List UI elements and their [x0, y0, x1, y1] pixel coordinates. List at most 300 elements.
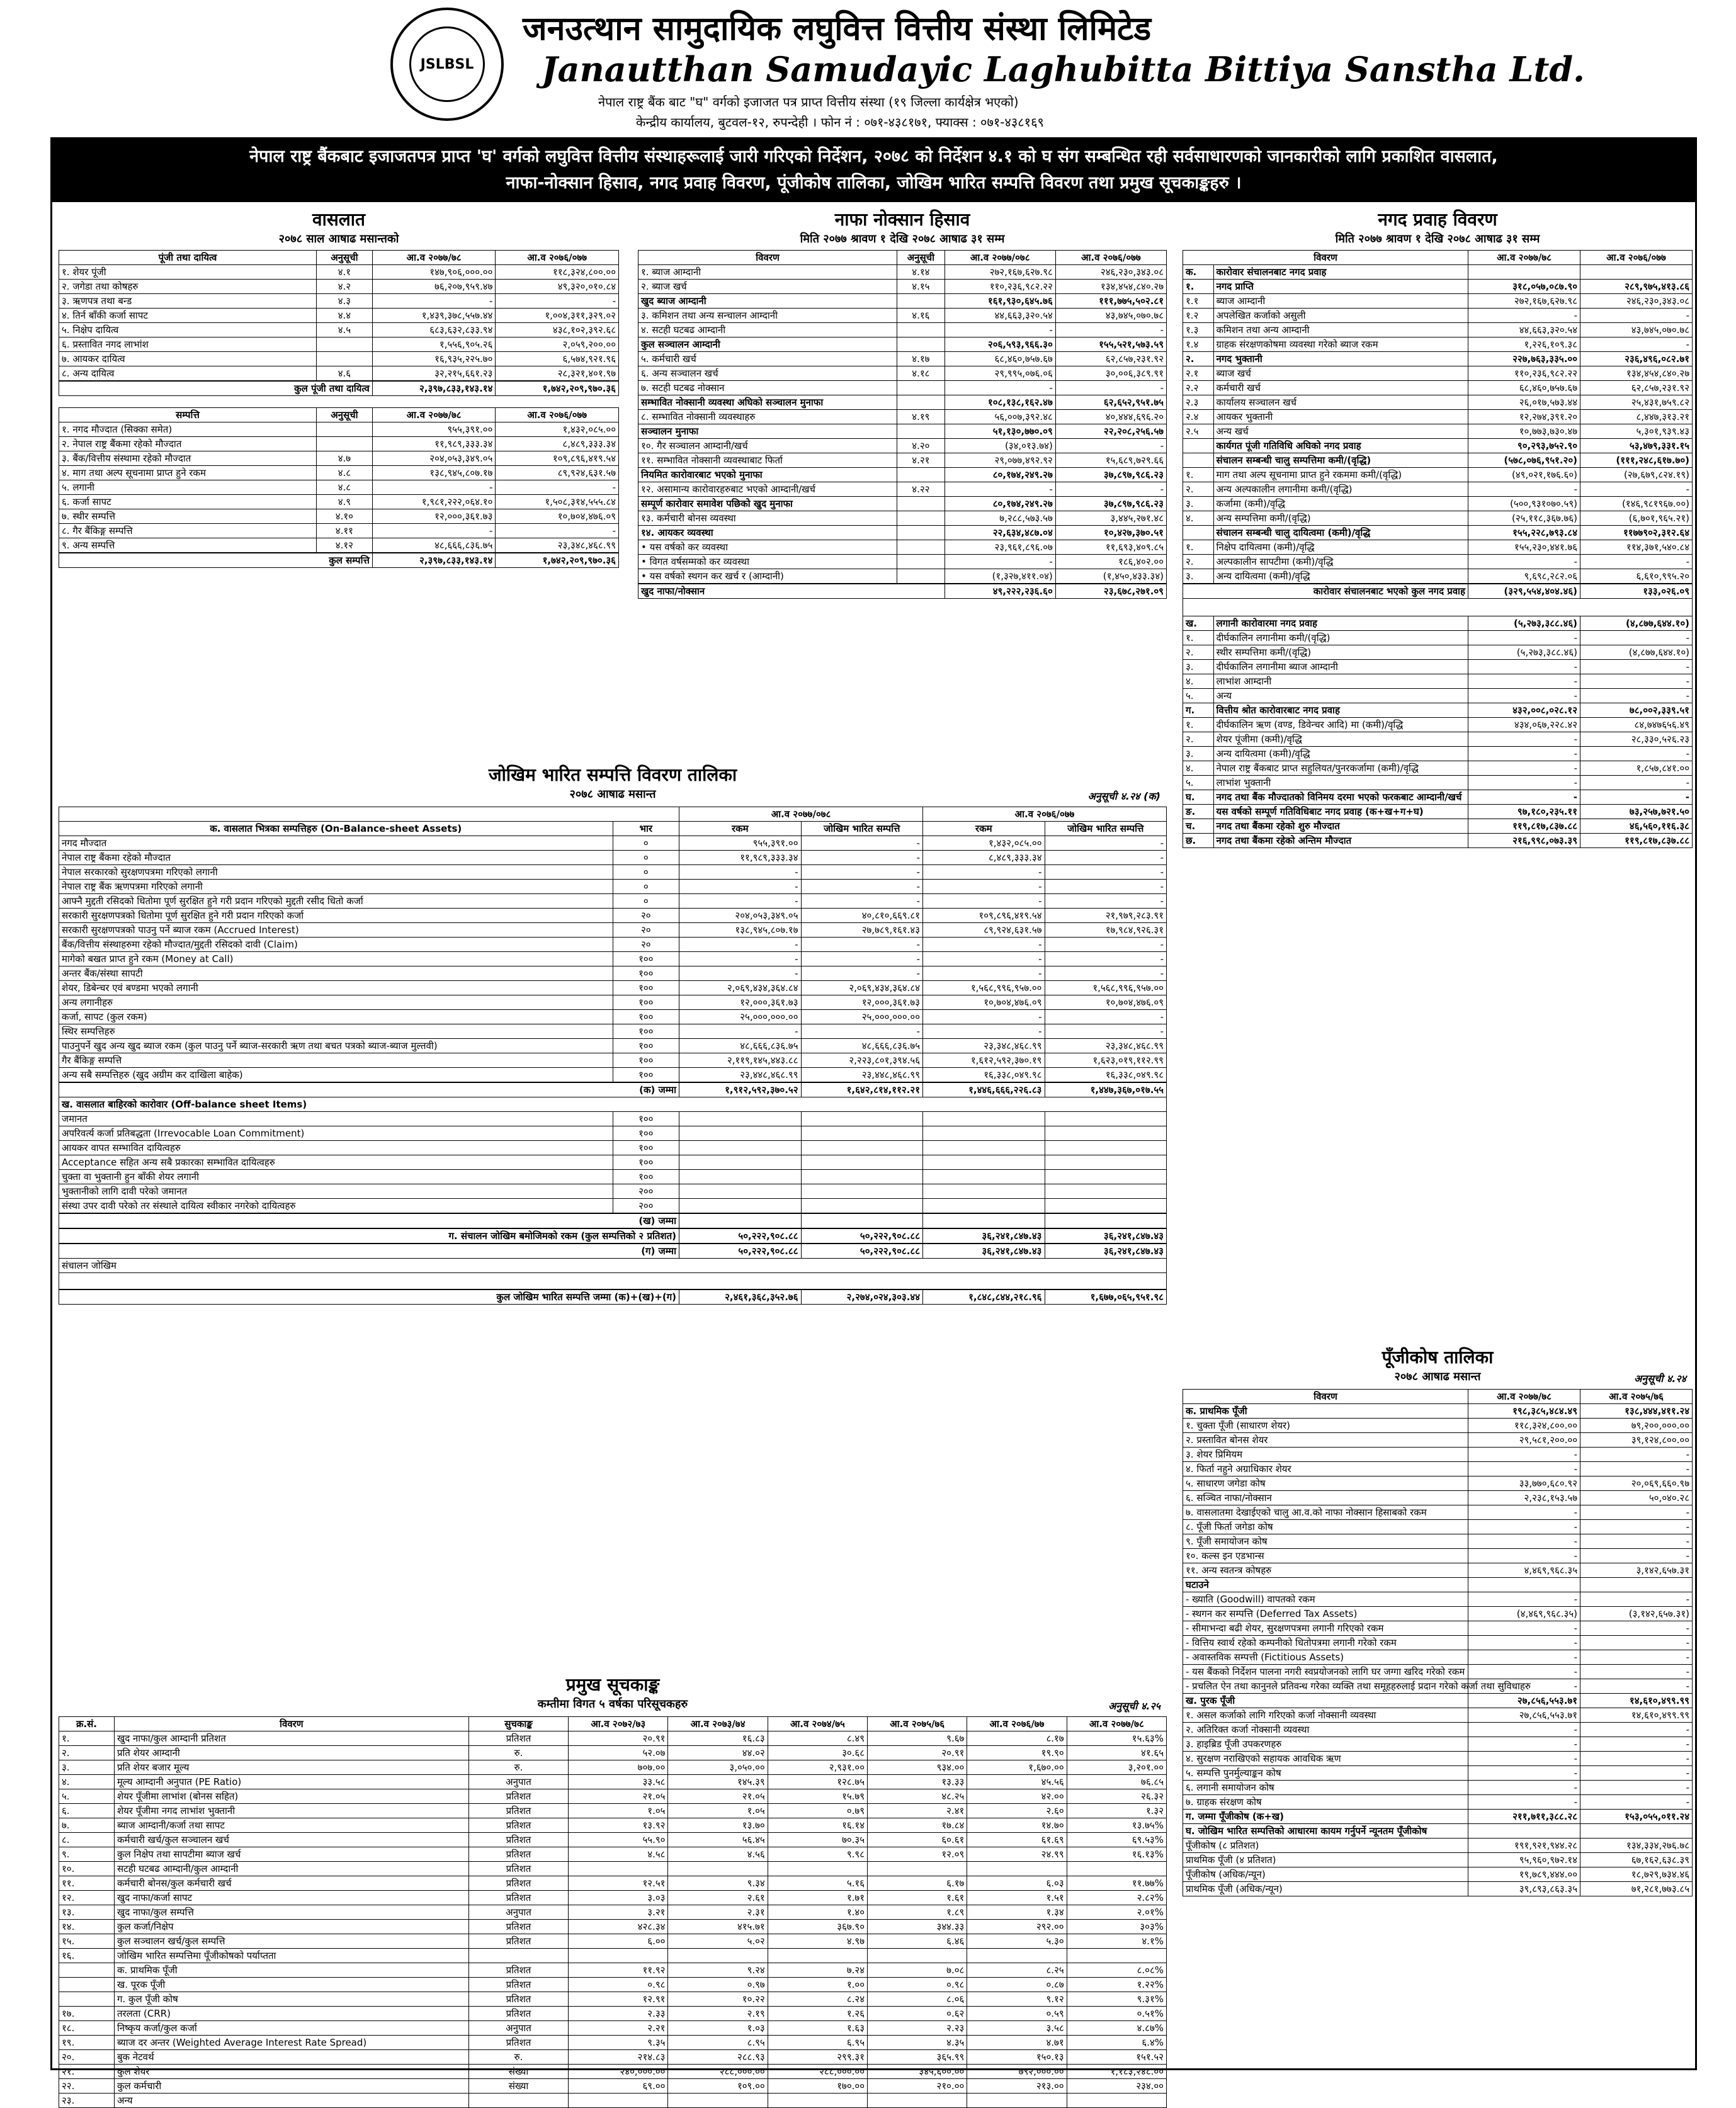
- cash-flow-row: [1183, 497, 1693, 511]
- cash-flow-cell: -: [1580, 555, 1693, 569]
- risk-weighted-subtitle: २०७८ आषाढ मसान्त: [569, 788, 656, 801]
- profit-loss-cell: १. ब्याज आम्दानी: [638, 265, 897, 280]
- indicators-cell: खुद नाफा/कुल सम्पत्ति: [114, 1905, 468, 1920]
- profit-loss-cell: २७२,१६७,६२७.९८: [945, 265, 1055, 280]
- indicators-cell: १.०३: [668, 2021, 768, 2036]
- risk-weighted-cell: ९५५,३९१.००: [679, 836, 801, 851]
- cash-flow-cell: नगद तथा बैंकमा रहेको शुरु मौज्दात: [1213, 819, 1468, 834]
- capital-fund-cell: १३८,४४४,४११.२४: [1580, 1404, 1693, 1419]
- assets-row: [59, 524, 619, 538]
- profit-loss-cell: [897, 395, 945, 410]
- capital-fund-subtitle: २०७८ आषाढ मसान्त: [1394, 1370, 1481, 1383]
- indicators-cell: ८.२४: [768, 1992, 867, 2007]
- indicators-cell: ९.९८: [768, 1847, 867, 1862]
- indicators-cell: ३६५.९९: [868, 2050, 967, 2065]
- risk-weighted-cell: -: [1045, 952, 1167, 966]
- cash-flow-cell: ३.: [1183, 497, 1214, 511]
- indicators-cell: १.३२: [1067, 1804, 1166, 1818]
- cash-flow-row: [1183, 395, 1693, 410]
- risk-weighted-cell: -: [1045, 966, 1167, 981]
- cash-flow-row: [1183, 366, 1693, 381]
- capital-fund-cell: ९५,९६०,९७२.१४: [1468, 1853, 1580, 1867]
- risk-weighted-cell: [801, 1170, 922, 1184]
- indicators-cell: [569, 1949, 668, 1963]
- indicators-cell: [868, 1862, 967, 1876]
- cash-flow-cell: ४३४,०६७,२२८.४२: [1468, 718, 1580, 732]
- risk-weighted-cell: आफ्नै मुद्दती रसिदको धितोमा पूर्ण सुरक्षित हुने गरी प्रदान गरिएको मुद्दती रसीद धितो कर्जा: [59, 894, 613, 909]
- profit-loss-cell: ४०,४४४,६९६.२०: [1055, 410, 1166, 424]
- indicators-cell: [768, 1862, 867, 1876]
- capital-fund-header-cell: विवरण: [1183, 1390, 1468, 1404]
- indicators-header-cell: आ.व २०७२/७३: [569, 1717, 668, 1731]
- capital-fund-cell: -: [1468, 1549, 1580, 1563]
- capital-fund-cell: २. अतिरिक्त कर्जा नोक्सानी व्यवस्था: [1183, 1723, 1468, 1737]
- assets-cell: ४.७: [316, 451, 372, 466]
- profit-loss-row: [638, 540, 1167, 555]
- profit-loss-row: [638, 410, 1167, 424]
- indicators-cell: २१०.००: [868, 2079, 967, 2094]
- assets-cell: ८. गैर बैंकिङ्ग सम्पत्ति: [59, 524, 317, 538]
- cash-flow-cell: (४,८७७,६४४.१०): [1580, 645, 1693, 660]
- liabilities-header-cell: आ.व २०७७/७८: [372, 251, 496, 265]
- risk-weighted-cell: -: [679, 1024, 801, 1039]
- profit-loss-total-row: [638, 584, 1167, 599]
- capital-fund-cell: -: [1580, 1534, 1693, 1549]
- profit-loss-cell: -: [945, 555, 1055, 569]
- risk-weighted-title: जोखिम भारित सम्पत्ति विवरण तालिका: [488, 764, 737, 785]
- profit-loss-total-value: २३,६७८,२७१.०९: [1055, 584, 1166, 599]
- risk-weighted-cell: -: [923, 938, 1045, 952]
- profit-loss-cell: ११,६९३,४०९.८५: [1055, 540, 1166, 555]
- profit-loss-total-label: खुद नाफा/नोक्सान: [638, 584, 945, 599]
- risk-weighted-cell: [801, 1184, 922, 1199]
- indicators-cell: बुक नेटवर्थ: [114, 2050, 468, 2065]
- indicators-cell: २१३.००: [967, 2079, 1067, 2094]
- risk-weighted-cell: [801, 1126, 922, 1141]
- cash-flow-row: [1183, 703, 1693, 718]
- indicators-cell: ६०.६१: [868, 1833, 967, 1847]
- capital-fund-cell: -: [1468, 1650, 1580, 1665]
- indicators-cell: १५०.१३: [967, 2050, 1067, 2065]
- risk-weighted-row: [59, 1053, 1167, 1068]
- cash-flow-cell: अन्य खर्च: [1213, 424, 1468, 439]
- balance-sheet-subtitle: २०७८ साल आषाढ मसान्तको: [278, 232, 399, 246]
- assets-header-cell: आ.व २०७७/७८: [372, 408, 496, 422]
- liabilities-cell: ४९,३२०,०१०.८४: [496, 280, 619, 294]
- capital-fund-row: [1183, 1419, 1693, 1433]
- cash-flow-cell: नगद तथा बैंकमा रहेको अन्तिम मौज्दात: [1213, 834, 1468, 848]
- cash-flow-cell: निक्षेप दायित्वमा (कमी)/वृद्धि: [1213, 540, 1468, 555]
- cash-flow-cell: १.: [1183, 280, 1214, 294]
- cash-flow-cell: १०,७७३,७३०.४७: [1468, 424, 1580, 439]
- indicators-cell: [59, 1992, 115, 2007]
- cash-flow-cell: कर्जामा (कमी)/वृद्धि: [1213, 497, 1468, 511]
- capital-fund-cell: ११८,३२४,८००.००: [1468, 1419, 1580, 1433]
- indicators-cell: ४१.६५: [1067, 1746, 1166, 1760]
- indicators-cell: ६.४६: [868, 1934, 967, 1949]
- risk-weighted-cell: चुक्ता वा भुक्तानी हुन बाँकी शेयर लगानी: [59, 1170, 613, 1184]
- risk-weighted-row: [59, 1155, 1167, 1170]
- risk-weighted-table: [59, 807, 1167, 1305]
- cash-flow-cell: ४४,६६३,३२०.५४: [1468, 323, 1580, 337]
- assets-header-cell: सम्पत्ति: [59, 408, 317, 422]
- risk-weighted-cell: नेपाल सरकारको सुरक्षणपत्रमा गरिएको लगानी: [59, 865, 613, 880]
- risk-weighted-ga-sum-total-value: ३६,२४१,८४७.४३: [1045, 1244, 1167, 1259]
- risk-weighted-cell: -: [1045, 894, 1167, 909]
- risk-weighted-cell: -: [1045, 938, 1167, 952]
- indicators-cell: शेयर पूँजीमा नगद लाभांश भुक्तानी: [114, 1804, 468, 1818]
- license-line: नेपाल राष्ट्र बैंक बाट "घ" वर्गको इजाजत पत्र प्राप्त वित्तीय संस्था (१९ जिल्ला कार्यक्षेत्र भएको): [598, 94, 1019, 110]
- assets-row: [59, 451, 619, 466]
- indicators-cell: १.५१: [967, 1891, 1067, 1905]
- indicators-cell: प्रतिशत: [468, 1934, 568, 1949]
- capital-fund-cell: ५. साधारण जगेडा कोष: [1183, 1476, 1468, 1491]
- risk-weighted-cell: १००: [613, 1126, 679, 1141]
- cash-flow-row: [1183, 569, 1693, 584]
- indicators-cell: २३४.००: [1067, 2079, 1166, 2094]
- cash-flow-cell: १.२: [1183, 309, 1214, 323]
- cash-flow-row: [1183, 511, 1693, 526]
- cash-flow-row: [1183, 732, 1693, 747]
- indicators-cell: १,६७०.००: [967, 1760, 1067, 1775]
- capital-fund-row: [1183, 1766, 1693, 1781]
- risk-weighted-cell: ८९,९२४,६३१.५७: [923, 923, 1045, 938]
- profit-loss-cell: १५५,५२१,५७३.५९: [1055, 337, 1166, 352]
- profit-loss-cell: ८०,१७४,२४९.२७: [945, 468, 1055, 482]
- risk-weighted-cell: [923, 1199, 1045, 1214]
- cash-flow-cell: दीर्घकालिन लगानीमा ब्याज आम्दानी: [1213, 660, 1468, 674]
- capital-fund-cell: - वित्तिय स्वार्थ रहेको कम्पनीको धितोपत्रमा लगानी गरेको रकम: [1183, 1636, 1468, 1650]
- cash-flow-cell: कारोवार संचालनबाट नगद प्रवाह: [1213, 265, 1468, 280]
- risk-weighted-cell: ११,९८९,३३३.३४: [679, 851, 801, 865]
- risk-weighted-cell: भुक्तानीको लागि दावी परेको जमानत: [59, 1184, 613, 1199]
- indicators-cell: ०.५९: [967, 2007, 1067, 2021]
- cash-flow-cell: ३.: [1183, 569, 1214, 584]
- risk-weighted-row: [59, 851, 1167, 865]
- risk-weighted-row: [59, 981, 1167, 995]
- liabilities-row: [59, 309, 619, 323]
- profit-loss-cell: ५१,१३०,७७०.०९: [945, 424, 1055, 439]
- capital-fund-cell: - सीमाभन्दा बढी शेयर, सुरक्षणपत्रमा लगानी गरिएको रकम: [1183, 1621, 1468, 1636]
- indicators-cell: १२८.७५: [768, 1775, 867, 1789]
- cash-flow-cell: च.: [1183, 819, 1214, 834]
- capital-fund-row: [1183, 1824, 1693, 1839]
- cash-flow-cell: -: [1468, 674, 1580, 689]
- indicators-cell: १६.१४: [768, 1818, 867, 1833]
- capital-fund-cell: ३. शेयर प्रिमियम: [1183, 1448, 1468, 1462]
- indicators-cell: ८.१७: [967, 1731, 1067, 1746]
- profit-loss-cell: ५. कर्मचारी खर्च: [638, 352, 897, 366]
- risk-weighted-header-cell: जोखिम भारित सम्पत्ति: [1045, 822, 1167, 836]
- cash-flow-cell: ६२,८५७,२३१.९२: [1580, 381, 1693, 395]
- assets-row: [59, 422, 619, 437]
- profit-loss-row: [638, 395, 1167, 410]
- profit-loss-row: [638, 569, 1167, 584]
- risk-weighted-cell: -: [923, 966, 1045, 981]
- assets-row: [59, 538, 619, 553]
- risk-weighted-ga-total-label: ग. संचालन जोखिम बमोजिमको रकम (कुल सम्पत्तिको २ प्रतिशत): [59, 1228, 679, 1244]
- risk-weighted-cell: अन्य सबै सम्पत्तिहरु (खुद अग्रीम कर दाखिला बाहेक): [59, 1068, 613, 1083]
- risk-weighted-cell: २३,३४८,४६८.९९: [923, 1039, 1045, 1053]
- indicators-cell: १०.२२: [668, 1992, 768, 2007]
- assets-cell: १०,७०४,४७६.०९: [496, 509, 619, 524]
- indicators-cell: ४८.२५: [868, 1789, 967, 1804]
- capital-fund-cell: क. प्राथमिक पूँजी: [1183, 1404, 1468, 1419]
- indicators-cell: २.८२%: [1067, 1891, 1166, 1905]
- risk-weighted-cell: [801, 1199, 922, 1214]
- cash-flow-cell: [1580, 265, 1693, 280]
- capital-fund-cell: १९,७८९,४४४.००: [1468, 1867, 1580, 1882]
- capital-fund-row: [1183, 1549, 1693, 1563]
- indicators-cell: ६.००: [569, 1934, 668, 1949]
- cash-flow-cell: ३१८,०५७,०८७.९०: [1468, 280, 1580, 294]
- risk-weighted-ka-total-value: १,४४७,३६७,०१७.५५: [1045, 1082, 1167, 1097]
- risk-weighted-header-cell: जोखिम भारित सम्पत्ति: [801, 822, 922, 836]
- assets-total-value: १,७४२,२०९,९७०.३६: [496, 553, 619, 568]
- cash-flow-cell: ४.: [1183, 511, 1214, 526]
- liabilities-cell: १,५५६,९०५.२६: [372, 337, 496, 352]
- capital-fund-cell: -: [1468, 1448, 1580, 1462]
- profit-loss-table: [638, 250, 1167, 599]
- cash-flow-cell: (२५,११८,३६७.७६): [1468, 511, 1580, 526]
- cash-flow-row: [1183, 280, 1693, 294]
- indicators-cell: ४१५.७१: [668, 1920, 768, 1934]
- assets-cell: ४.११: [316, 524, 372, 538]
- cash-flow-cell: -: [1468, 631, 1580, 645]
- capital-fund-cell: -: [1468, 1679, 1580, 1694]
- cash-flow-cell: २६,०१७,५७३.४४: [1468, 395, 1580, 410]
- indicators-cell: ११.७७%: [1067, 1876, 1166, 1891]
- profit-loss-cell: २२,२०८,२५६.५७: [1055, 424, 1166, 439]
- risk-weighted-kha-total-value: [679, 1213, 801, 1228]
- capital-fund-cell: -: [1468, 1505, 1580, 1520]
- risk-weighted-header-cell: रकम: [923, 822, 1045, 836]
- indicators-cell: १७०.००: [768, 2079, 867, 2094]
- indicators-cell: ४२.००: [967, 1789, 1067, 1804]
- risk-weighted-row: [59, 909, 1167, 923]
- cash-flow-cell: अल्पकालीन सापटीमा (कमी)/वृद्धि: [1213, 555, 1468, 569]
- indicators-cell: १.००: [768, 1978, 867, 1992]
- risk-weighted-cell: -: [801, 880, 922, 894]
- cash-flow-cell: -: [1468, 776, 1580, 790]
- cash-flow-cell: ८,४४७,३१३.२१: [1580, 410, 1693, 424]
- indicators-cell: ४.५६: [668, 1847, 768, 1862]
- cash-flow-cell: -: [1468, 732, 1580, 747]
- indicators-cell: २९२.००: [967, 1920, 1067, 1934]
- capital-fund-cell: ११. अन्य स्वतन्त्र कोषहरु: [1183, 1563, 1468, 1578]
- risk-weighted-cell: जमानत: [59, 1112, 613, 1126]
- indicators-cell: २४.९९: [967, 1847, 1067, 1862]
- indicators-cell: कर्मचारी बोनस/कुल कर्मचारी खर्च: [114, 1876, 468, 1891]
- profit-loss-header-cell: विवरण: [638, 251, 897, 265]
- risk-weighted-cell: १०९,८९६,४१९.५४: [923, 909, 1045, 923]
- liabilities-cell: ४.४: [316, 309, 372, 323]
- cash-flow-cell: ९७,१८०,२३५.११: [1468, 805, 1580, 819]
- profit-loss-cell: ६. अन्य सञ्चालन खर्च: [638, 366, 897, 381]
- profit-loss-cell: १०,४२७,३७०.५१: [1055, 526, 1166, 540]
- risk-weighted-cell: सरकारी सुरक्षणपत्रको पाउनु पर्ने ब्याज रकम (Accrued Interest): [59, 923, 613, 938]
- indicators-cell: खुद नाफा/कर्जा सापट: [114, 1891, 468, 1905]
- profit-loss-cell: ४.१९: [897, 410, 945, 424]
- risk-weighted-cell: १००: [613, 981, 679, 995]
- indicators-cell: ३,०५०.००: [668, 1760, 768, 1775]
- risk-weighted-cell: [1045, 1141, 1167, 1155]
- risk-weighted-cell: २३,४४८,४६८.९९: [679, 1068, 801, 1083]
- indicators-row: [59, 1891, 1167, 1905]
- liabilities-row: [59, 294, 619, 309]
- capital-fund-row: [1183, 1694, 1693, 1708]
- risk-weighted-cell: -: [1045, 880, 1167, 894]
- assets-cell: ५. लगानी: [59, 480, 317, 495]
- risk-weighted-cell: अपरिवर्त्य कर्जा प्रतिबद्धता (Irrevocable Loan Commitment): [59, 1126, 613, 1141]
- cash-flow-cell: २.: [1183, 482, 1214, 497]
- cash-flow-cell: ५.: [1183, 689, 1214, 703]
- risk-weighted-cell: -: [679, 865, 801, 880]
- indicators-cell: ४.५८: [569, 1847, 668, 1862]
- profit-loss-total-value: ४९,२२२,२३६.६०: [945, 584, 1055, 599]
- capital-fund-row: [1183, 1433, 1693, 1448]
- indicators-row: [59, 1963, 1167, 1978]
- cash-flow-cell: ३.: [1183, 747, 1214, 761]
- indicators-cell: २१.०५: [569, 1789, 668, 1804]
- cash-flow-spacer: [1183, 599, 1693, 616]
- indicators-row: [59, 1818, 1167, 1833]
- indicators-cell: प्रतिशत: [468, 2036, 568, 2050]
- liabilities-row: [59, 323, 619, 337]
- assets-cell: [316, 437, 372, 451]
- liabilities-total-label: कुल पूंजी तथा दायित्व: [59, 381, 373, 396]
- capital-fund-cell: - यस बैंकको निर्देशन पालना नगरी स्वप्रयोजनको लागि घर जग्गा खरिद गरेको रकम: [1183, 1665, 1468, 1679]
- indicators-row: [59, 1876, 1167, 1891]
- risk-weighted-cell: १०,७०४,४७६.०९: [923, 995, 1045, 1010]
- risk-weighted-cell: [679, 1199, 801, 1214]
- indicators-cell: रु.: [468, 2050, 568, 2065]
- capital-fund-cell: - ख्याति (Goodwill) वापतको रकम: [1183, 1592, 1468, 1607]
- cash-flow-cell: शेयर पूंजीमा (कमी)/वृद्धि: [1213, 732, 1468, 747]
- risk-weighted-row: [59, 865, 1167, 880]
- capital-fund-cell: २११,७११,३८८.२८: [1468, 1810, 1580, 1824]
- cash-flow-cell: २८,३३०,५२६.२३: [1580, 732, 1693, 747]
- indicators-cell: प्रतिशत: [468, 1891, 568, 1905]
- indicators-cell: प्रतिशत: [468, 1833, 568, 1847]
- capital-fund-cell: - अवास्तविक सम्पत्ती (Fictitious Assets): [1183, 1650, 1468, 1665]
- indicators-header-cell: आ.व २०७५/७६: [868, 1717, 967, 1731]
- liabilities-cell: ४. तिर्न बाँकी कर्जा सापट: [59, 309, 317, 323]
- risk-weighted-cell: [801, 1141, 922, 1155]
- capital-fund-cell: २७,८५६,५५३.७१: [1468, 1694, 1580, 1708]
- indicators-cell: ९.३१%: [1067, 1992, 1166, 2007]
- indicators-row: [59, 1934, 1167, 1949]
- capital-fund-row: [1183, 1882, 1693, 1896]
- cash-flow-cell: ग.: [1183, 703, 1214, 718]
- profit-loss-cell: १४. आयकर व्यवस्था: [638, 526, 897, 540]
- risk-weighted-header-cell: भार: [613, 822, 679, 836]
- indicators-cell: २.३१: [668, 1905, 768, 1920]
- liabilities-header-cell: आ.व २०७६/०७७: [496, 251, 619, 265]
- capital-fund-cell: प्राथमिक पूँजी (अधिक/न्यून): [1183, 1882, 1468, 1896]
- liabilities-cell: [316, 337, 372, 352]
- cash-flow-title: नगद प्रवाह विवरण: [1378, 209, 1497, 230]
- profit-loss-row: [638, 555, 1167, 569]
- indicators-cell: १३.: [59, 1905, 115, 1920]
- indicators-cell: [967, 2094, 1067, 2108]
- indicators-cell: क. प्राथमिक पूँजी: [114, 1963, 468, 1978]
- cash-flow-cell: १.: [1183, 631, 1214, 645]
- assets-cell: -: [372, 480, 496, 495]
- cash-flow-cell: २५,४३१,७५९.८२: [1580, 395, 1693, 410]
- profit-loss-cell: १३४,४५४,८४०.२७: [1055, 280, 1166, 294]
- risk-weighted-cell: १००: [613, 1141, 679, 1155]
- risk-weighted-cell: -: [801, 966, 922, 981]
- cash-flow-total-row: [1183, 584, 1693, 599]
- risk-weighted-ga-total-value: ३६,२४१,८४७.४३: [1045, 1228, 1167, 1244]
- liabilities-header-cell: पूंजी तथा दायित्व: [59, 251, 317, 265]
- cash-flow-row: [1183, 468, 1693, 482]
- profit-loss-cell: ३. कमिशन तथा अन्य सन्चालन आम्दानी: [638, 309, 897, 323]
- assets-cell: १२,०००,३६१.७३: [372, 509, 496, 524]
- indicators-cell: २१.: [59, 2065, 115, 2079]
- cash-flow-cell: कमिशन तथा अन्य आम्दानी: [1213, 323, 1468, 337]
- risk-weighted-ga-sum-total-value: ५०,२२२,९०८.८८: [801, 1244, 922, 1259]
- capital-fund-cell: १०. कल्स इन एडभान्स: [1183, 1549, 1468, 1563]
- capital-fund-cell: -: [1468, 1462, 1580, 1476]
- assets-row: [59, 495, 619, 509]
- cash-flow-cell: १.: [1183, 540, 1214, 555]
- cash-flow-cell: वित्तीय श्रोत कारोवारबाट नगद प्रवाह: [1213, 703, 1468, 718]
- cash-flow-row: [1183, 645, 1693, 660]
- liabilities-row: [59, 352, 619, 366]
- indicators-header-cell: क्र.सं.: [59, 1717, 115, 1731]
- indicators-cell: २३.: [59, 2094, 115, 2108]
- profit-loss-cell: सञ्चालन मुनाफा: [638, 424, 897, 439]
- capital-fund-row: [1183, 1476, 1693, 1491]
- profit-loss-subtitle: मिति २०७७ श्रावण १ देखि २०७८ आषाढ ३१ सम्म: [800, 232, 1005, 246]
- capital-fund-cell: -: [1468, 1534, 1580, 1549]
- assets-row: [59, 509, 619, 524]
- risk-weighted-cell: संस्था उपर दावी परेको तर संस्थाले दायित्व स्वीकार नगरेको दायित्वहरु: [59, 1199, 613, 1214]
- liabilities-cell: ४.६: [316, 366, 372, 382]
- risk-weighted-row: [59, 1039, 1167, 1053]
- profit-loss-cell: सम्पूर्ण कारोवार समावेश पछिको खुद मुनाफा: [638, 497, 897, 511]
- indicators-cell: रु.: [468, 1746, 568, 1760]
- profit-loss-row: [638, 323, 1167, 337]
- cash-flow-row: [1183, 761, 1693, 776]
- capital-fund-cell: ३,१४२,६५७.३१: [1580, 1563, 1693, 1578]
- indicators-subtitle: कम्तीमा विगत ५ वर्षका परिसूचकहरु: [537, 1697, 688, 1711]
- cash-flow-cell: अन्य: [1213, 689, 1468, 703]
- risk-weighted-kha-total-value: [801, 1213, 922, 1228]
- liabilities-total-row: [59, 381, 619, 396]
- indicators-cell: ६९.५३%: [1067, 1833, 1166, 1847]
- cash-flow-cell: (१४६,९८१९६७.००): [1580, 497, 1693, 511]
- indicators-row: [59, 1731, 1167, 1746]
- liabilities-total-value: २,३९७,८३३,१४३.१४: [372, 381, 496, 396]
- risk-weighted-cell: [923, 1170, 1045, 1184]
- risk-weighted-row: [59, 894, 1167, 909]
- capital-fund-cell: १९८,३८५,४८४.४९: [1468, 1404, 1580, 1419]
- capital-fund-cell: ४. फिर्ता नहुने अग्राधिकार शेयर: [1183, 1462, 1468, 1476]
- assets-row: [59, 466, 619, 480]
- cash-flow-cell: अन्य सम्पत्तिमा कमी/(वृद्धि): [1213, 511, 1468, 526]
- assets-cell: २. नेपाल राष्ट्र बैंकमा रहेको मौज्दात: [59, 437, 317, 451]
- capital-fund-cell: २९,५८१,२००.००: [1468, 1433, 1580, 1448]
- capital-fund-cell: -: [1468, 1665, 1580, 1679]
- cash-flow-cell: -: [1468, 309, 1580, 323]
- risk-weighted-cell: १००: [613, 966, 679, 981]
- cash-flow-row: [1183, 718, 1693, 732]
- cash-flow-row: [1183, 453, 1693, 468]
- capital-fund-header-cell: आ.व २०७७/७८: [1468, 1390, 1580, 1404]
